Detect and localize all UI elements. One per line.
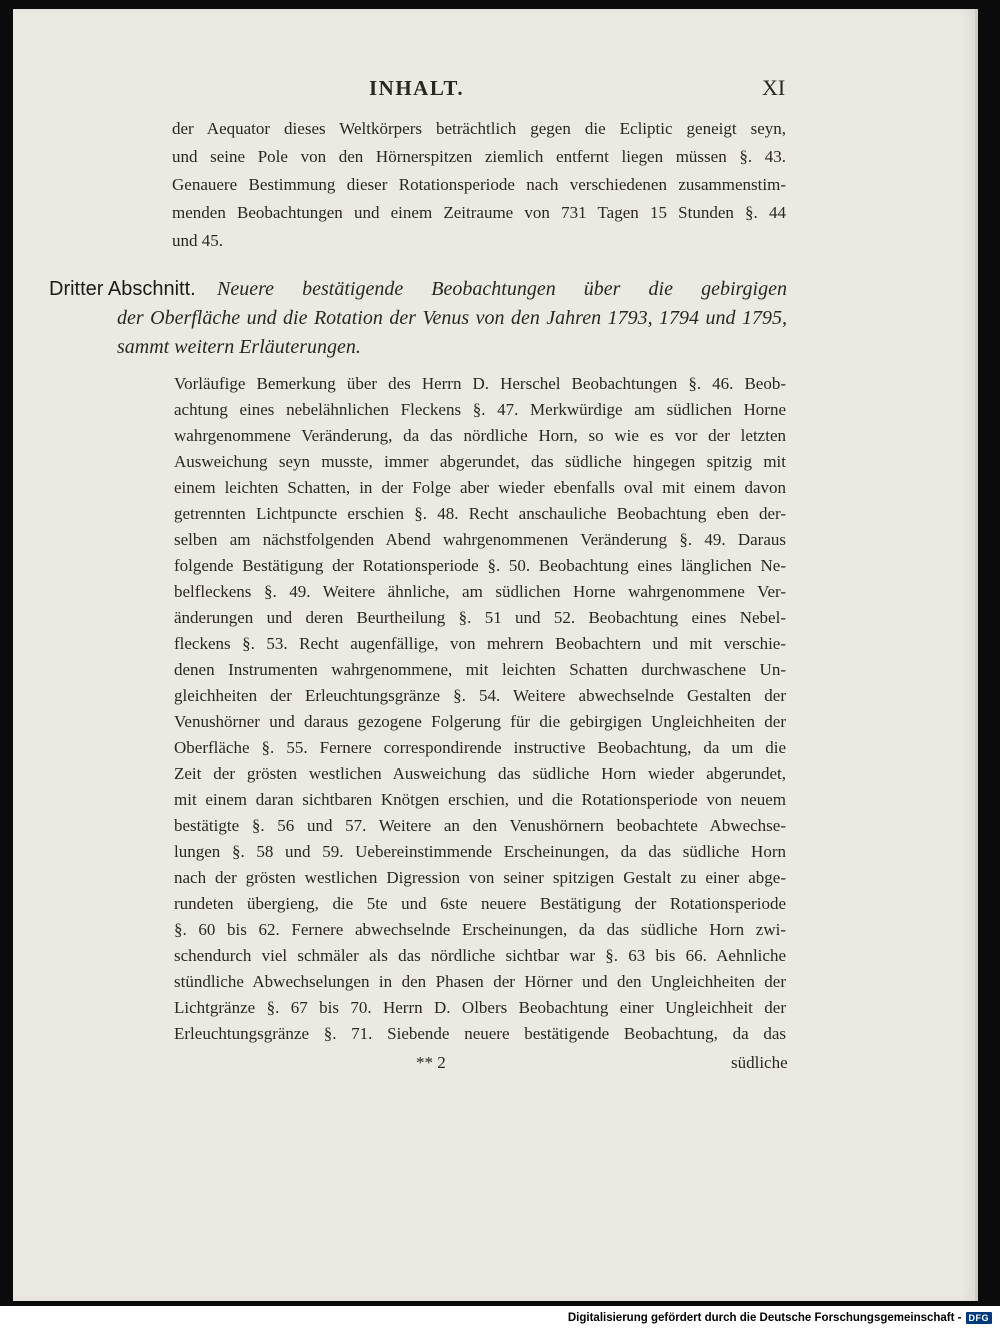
text-line: Ausweichung seyn musste, immer abgerundet, das südliche hingegen spitzig mit [174,452,786,471]
text-line: mit einem daran sichtbaren Knötgen erschien, und die Rotationsperiode von neuem [174,790,786,809]
text-line: der Aequator dieses Weltkörpers beträchtlich gegen die Ecliptic geneigt seyn, [172,119,786,138]
text-line: getrennten Lichtpuncte erschien §. 48. Recht anschauliche Beobachtung eben der- [174,504,786,523]
text-line: einem leichten Schatten, in der Folge aber wieder ebenfalls oval mit einem davon [174,478,786,497]
text-line: änderungen und deren Beurtheilung §. 51 und 52. Beobachtung eines Nebel- [174,608,786,627]
dfg-logo: DFG [966,1312,993,1324]
section-title-line: Neuere bestätigende Beobachtungen über die gebirgigen [217,278,787,300]
credit-text: Digitalisierung gefördert durch die Deutsche Forschungsgemeinschaft - [567,1312,962,1324]
text-line: denen Instrumenten wahrgenommene, mit leichten Schatten durchwaschene Un- [174,660,786,679]
text-line: wahrgenommene Veränderung, da das nördliche Horn, so wie es vor der letzten [174,426,786,445]
text-line: achtung eines nebelähnlichen Fleckens §. 47. Merkwürdige am südlichen Horne [174,400,786,419]
text-line: Genauere Bestimmung dieser Rotationsperiode nach verschiedenen zusammenstim- [172,175,786,194]
section-title-line: sammt weitern Erläuterungen. [117,336,361,358]
text-line: Oberfläche §. 55. Fernere correspondirende instructive Beobachtung, da um die [174,738,786,757]
text-line: Venushörner und daraus gezogene Folgerung für die gebirgigen Ungleichheiten der [174,712,786,731]
text-line: Zeit der grösten westlichen Ausweichung das südliche Horn wieder abgerundet, [174,764,786,783]
text-line: selben am nächstfolgenden Abend wahrgenommenen Veränderung §. 49. Daraus [174,530,786,549]
text-line: Vorläufige Bemerkung über des Herrn D. Herschel Beobachtungen §. 46. Beob- [174,374,786,393]
text-line: Lichtgränze §. 67 bis 70. Herrn D. Olbers Beobachtung einer Ungleichheit der [174,998,786,1017]
signature-mark: ** 2 [416,1053,446,1072]
text-line: rundeten übergieng, die 5te und 6ste neuere Bestätigung der Rotationsperiode [174,894,786,913]
text-line: §. 60 bis 62. Fernere abwechselnde Erscheinungen, da das südliche Horn zwi- [174,920,786,939]
text-line: stündliche Abwechselungen in den Phasen der Hörner und den Ungleichheiten der [174,972,786,991]
text-line: lungen §. 58 und 59. Uebereinstimmende Erscheinungen, da das südliche Horn [174,842,786,861]
text-line: bestätigte §. 56 und 57. Weitere an den Venushörnern beobachtete Abwechse- [174,816,786,835]
digitization-credit [568,1310,992,1326]
running-head: INHALT. [369,76,465,100]
text-line: folgende Bestätigung der Rotationsperiode §. 50. Beobachtung eines länglichen Ne- [174,556,786,575]
text-line: belfleckens §. 49. Weitere ähnliche, am südlichen Horne wahrgenommene Ver- [174,582,786,601]
page-number: XI [762,75,786,100]
text-line: und seine Pole von den Hörnerspitzen ziemlich entfernt liegen müssen §. 43. [172,147,786,166]
text-line: menden Beobachtungen und einem Zeitraume von 731 Tagen 15 Stunden §. 44 [172,203,786,222]
text-line: schendurch viel schmäler als das nördliche sichtbar war §. 63 bis 66. Aehnliche [174,946,786,965]
text-line: nach der grösten westlichen Digression von seiner spitzigen Gestalt zu einer abge- [174,868,786,887]
section-title-line: der Oberfläche und die Rotation der Venus von den Jahren 1793, 1794 und 1795, [117,307,787,329]
text-line: Erleuchtungsgränze §. 71. Siebende neuere bestätigende Beobachtung, da das [174,1024,786,1043]
catchword: südliche [731,1053,788,1072]
section-label: Dritter Abschnitt. [49,278,196,300]
text-line: fleckens §. 53. Recht augenfällige, von mehrern Beobachtern und mit verschie- [174,634,786,653]
book-page [13,9,978,1301]
text-line: gleichheiten der Erleuchtungsgränze §. 54. Weitere abwechselnde Gestalten der [174,686,786,705]
text-line: und 45. [172,231,223,250]
